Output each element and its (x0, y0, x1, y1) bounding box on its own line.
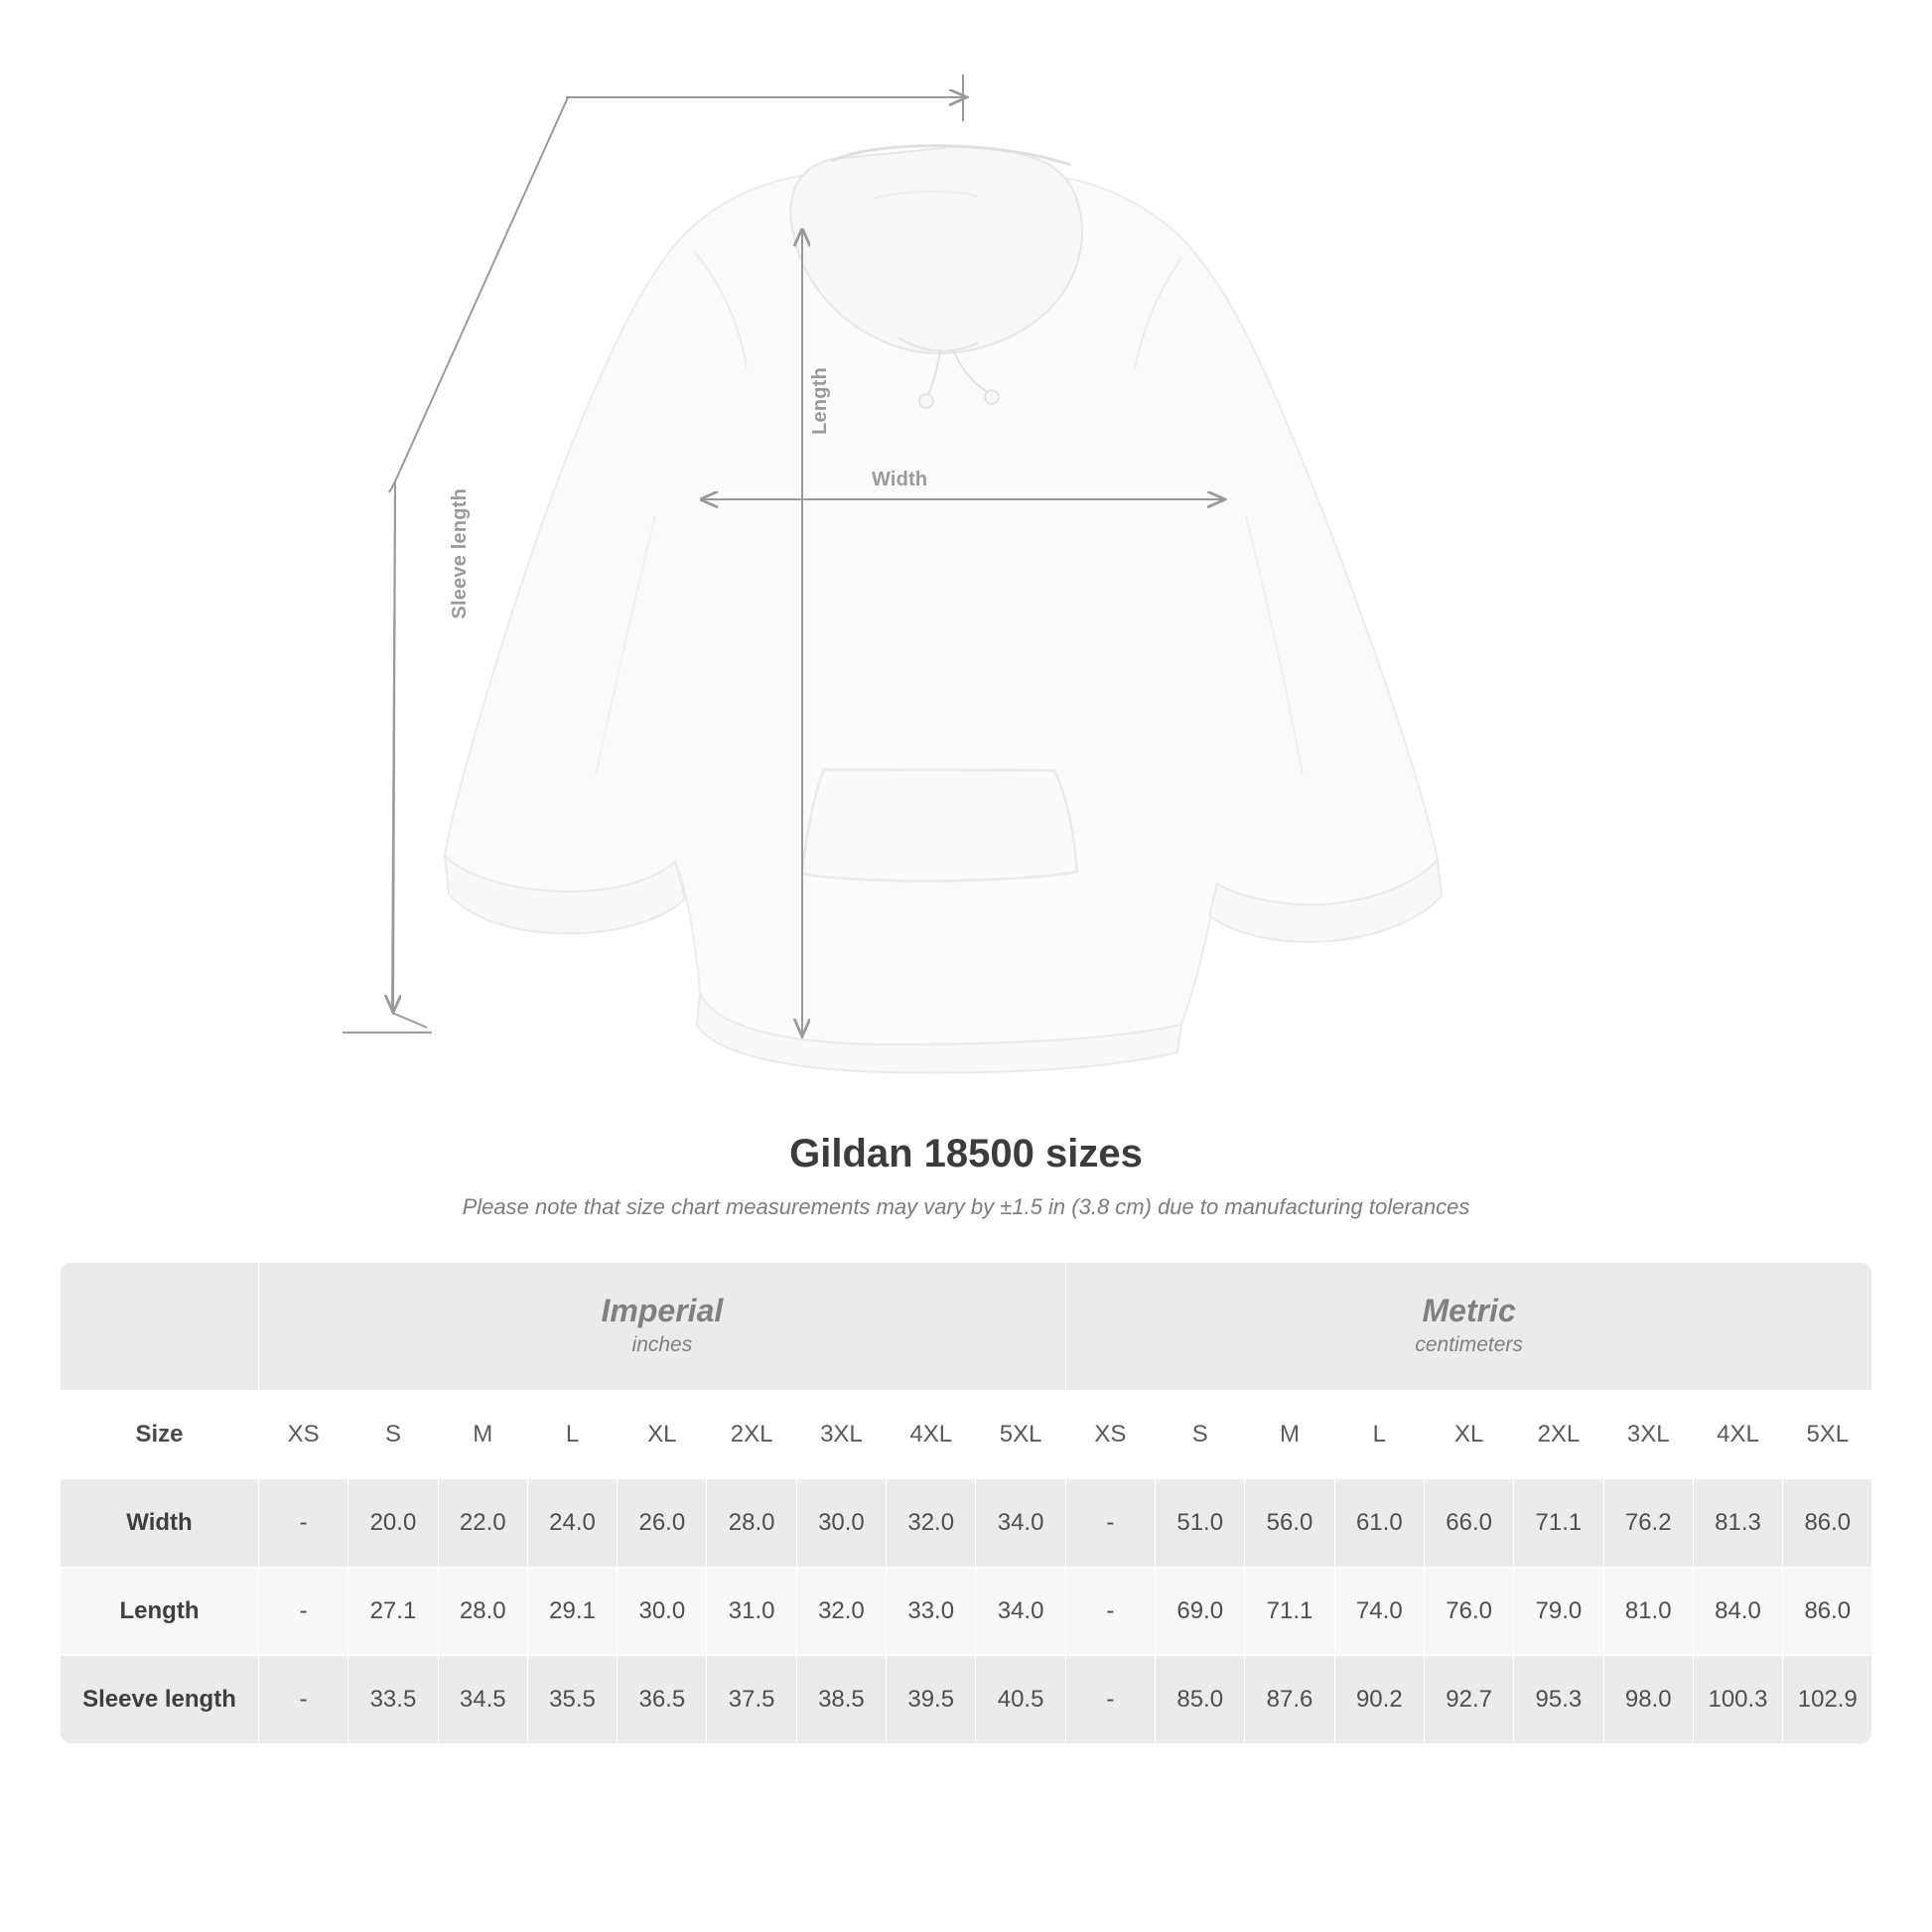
cell: 37.5 (707, 1656, 796, 1744)
cell: 87.6 (1245, 1656, 1334, 1744)
cell: 92.7 (1424, 1656, 1513, 1744)
hoodie-shape (445, 146, 1442, 1073)
cell: 74.0 (1334, 1568, 1424, 1656)
size-table (60, 1262, 1872, 1744)
row-label-width: Width (61, 1479, 259, 1568)
cell: 27.1 (348, 1568, 438, 1656)
cell: 30.0 (796, 1479, 886, 1568)
size-cell: XL (1424, 1391, 1513, 1479)
cell: - (259, 1568, 348, 1656)
cell: 34.5 (438, 1656, 527, 1744)
size-cell: 4XL (887, 1391, 976, 1479)
cell: - (1065, 1656, 1155, 1744)
cell: 32.0 (887, 1479, 976, 1568)
size-label: Size (61, 1391, 259, 1479)
cell: 69.0 (1156, 1568, 1245, 1656)
cell: - (1065, 1479, 1155, 1568)
size-cell: 2XL (707, 1391, 796, 1479)
cell: 36.5 (618, 1656, 707, 1744)
label-sleeve-length: Sleeve length (449, 488, 471, 620)
unit-sub-metric: centimeters (1415, 1333, 1523, 1357)
unit-header-imperial (259, 1263, 1066, 1391)
cell: 33.5 (348, 1656, 438, 1744)
table-row (61, 1568, 1872, 1656)
size-cell: 3XL (1603, 1391, 1693, 1479)
cell: 20.0 (348, 1479, 438, 1568)
label-width: Width (872, 469, 928, 490)
size-cell: L (1334, 1391, 1424, 1479)
size-cell: 3XL (796, 1391, 886, 1479)
cell: 81.0 (1603, 1568, 1693, 1656)
size-cell: M (1245, 1391, 1334, 1479)
cell: 30.0 (618, 1568, 707, 1656)
cell: 34.0 (976, 1479, 1065, 1568)
cell: - (259, 1479, 348, 1568)
cell: 100.3 (1693, 1656, 1782, 1744)
cell: 31.0 (707, 1568, 796, 1656)
cell: - (259, 1656, 348, 1744)
cell: 26.0 (618, 1479, 707, 1568)
cell: 98.0 (1603, 1656, 1693, 1744)
size-cell: M (438, 1391, 527, 1479)
page-title: Gildan 18500 sizes (789, 1132, 1143, 1175)
cell: 29.1 (527, 1568, 617, 1656)
cell: 95.3 (1514, 1656, 1603, 1744)
cell: 34.0 (976, 1568, 1065, 1656)
size-cell: 4XL (1693, 1391, 1782, 1479)
cell: 38.5 (796, 1656, 886, 1744)
cell: - (1065, 1568, 1155, 1656)
cell: 24.0 (527, 1479, 617, 1568)
size-cell: L (527, 1391, 617, 1479)
cell: 61.0 (1334, 1479, 1424, 1568)
cell: 71.1 (1245, 1568, 1334, 1656)
cell: 76.2 (1603, 1479, 1693, 1568)
size-cell: S (1156, 1391, 1245, 1479)
tolerance-note: Please note that size chart measurements may vary by ±1.5 in (3.8 cm) due to manufacturing tolerances (462, 1194, 1470, 1219)
cell: 66.0 (1424, 1479, 1513, 1568)
cell: 85.0 (1156, 1656, 1245, 1744)
table-row (61, 1479, 1872, 1568)
table-row (61, 1656, 1872, 1744)
label-length: Length (809, 367, 831, 435)
size-cell: 5XL (1783, 1391, 1872, 1479)
cell: 86.0 (1783, 1479, 1872, 1568)
unit-name-imperial: Imperial (601, 1293, 724, 1329)
unit-header-row (61, 1263, 1872, 1391)
size-cell: S (348, 1391, 438, 1479)
size-cell: XL (618, 1391, 707, 1479)
cell: 35.5 (527, 1656, 617, 1744)
cell: 76.0 (1424, 1568, 1513, 1656)
size-cell: 2XL (1514, 1391, 1603, 1479)
cell: 51.0 (1156, 1479, 1245, 1568)
size-header-row (61, 1391, 1872, 1479)
cell: 32.0 (796, 1568, 886, 1656)
cell: 84.0 (1693, 1568, 1782, 1656)
unit-sub-imperial: inches (631, 1333, 693, 1357)
cell: 28.0 (438, 1568, 527, 1656)
corner-cell (61, 1263, 259, 1391)
cell: 56.0 (1245, 1479, 1334, 1568)
size-cell: 5XL (976, 1391, 1065, 1479)
cell: 71.1 (1514, 1479, 1603, 1568)
cell: 28.0 (707, 1479, 796, 1568)
cell: 22.0 (438, 1479, 527, 1568)
row-label-length: Length (61, 1568, 259, 1656)
title-block (0, 1132, 1932, 1220)
unit-header-metric (1065, 1263, 1872, 1391)
cell: 79.0 (1514, 1568, 1603, 1656)
cell: 33.0 (887, 1568, 976, 1656)
cell: 90.2 (1334, 1656, 1424, 1744)
cell: 102.9 (1783, 1656, 1872, 1744)
size-table-wrapper (60, 1262, 1872, 1744)
unit-name-metric: Metric (1422, 1293, 1516, 1329)
cell: 39.5 (887, 1656, 976, 1744)
size-cell: XS (259, 1391, 348, 1479)
row-label-sleeve-length: Sleeve length (61, 1656, 259, 1744)
size-cell: XS (1065, 1391, 1155, 1479)
cell: 81.3 (1693, 1479, 1782, 1568)
cell: 86.0 (1783, 1568, 1872, 1656)
cell: 40.5 (976, 1656, 1065, 1744)
